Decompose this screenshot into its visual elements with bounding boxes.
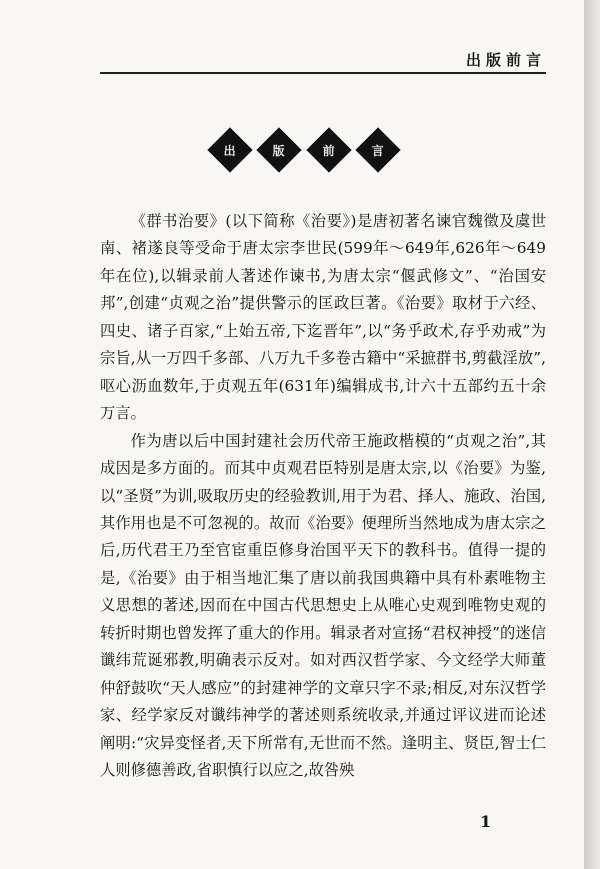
title-char: 前 xyxy=(322,143,335,158)
title-diamond xyxy=(207,127,252,172)
chapter-title xyxy=(214,128,394,172)
paragraph: 作为唐以后中国封建社会历代帝王施政楷模的“贞观之治”,其成因是多方面的。而其中贞观君臣特别是唐太宗,以《治要》为鉴,以“圣贤”为训,吸取历史的经验教训,用于为君、择人、施政、治国,其作用也是不可忽视的。故而《治要》便理所当然地成为唐太宗之后,历代君王乃至官宦重臣修身治国平天下的教科书。值得一提的是,《治要》由于相当地汇集了唐以前我国典籍中具有朴素唯物主义思想的著述,因而在中国古代思想史上从唯心史观到唯物史观的转折时期也曾发挥了重大的作用。辑录者对宣扬“君权神授”的迷信谶纬荒诞邪教,明确表示反对。如对西汉哲学家、今文经学大师董仲舒鼓吹“天人感应”的封建神学的文章只字不录;相反,对东汉哲学家、经学家反对谶纬神学的著述则系统收录,并通过评议进而论述阐明:“灾异变怪者,天下所常有,无世而不然。逢明主、贤臣,智士仁人则修德善政,省职慎行以应之,故咎殃 xyxy=(100,431,546,780)
title-diamond xyxy=(355,127,400,172)
title-char: 言 xyxy=(371,143,384,158)
title-diamond xyxy=(306,127,351,172)
title-char: 出 xyxy=(223,143,237,158)
body-text xyxy=(100,208,546,785)
running-head: 出版前言 xyxy=(465,51,546,69)
page-edge xyxy=(584,0,600,869)
page-number: 1 xyxy=(480,812,492,831)
title-diamond xyxy=(257,127,302,172)
title-char: 版 xyxy=(273,143,286,158)
paragraph: 《群书治要》(以下简称《治要》)是唐初著名谏官魏徵及虞世南、褚遂良等受命于唐太宗李世民(599年～649年,626年～649年在位),以辑录前人著述作谏书,为唐太宗“偃武修文”、“治国安邦”,创建“贞观之治”提供警示的匡政巨著。《治要》取材于六经、四史、诸子百家,“上始五帝,下迄晋年”,以“务乎政术,存乎劝戒”为宗旨,从一万四千多部、八万九千多卷古籍中“采摭群书,剪截淫放”,呕心沥血数年,于贞观五年(631年)编辑成书,计六十五部约五十余万言。 xyxy=(100,212,546,423)
header-rule xyxy=(100,72,546,74)
